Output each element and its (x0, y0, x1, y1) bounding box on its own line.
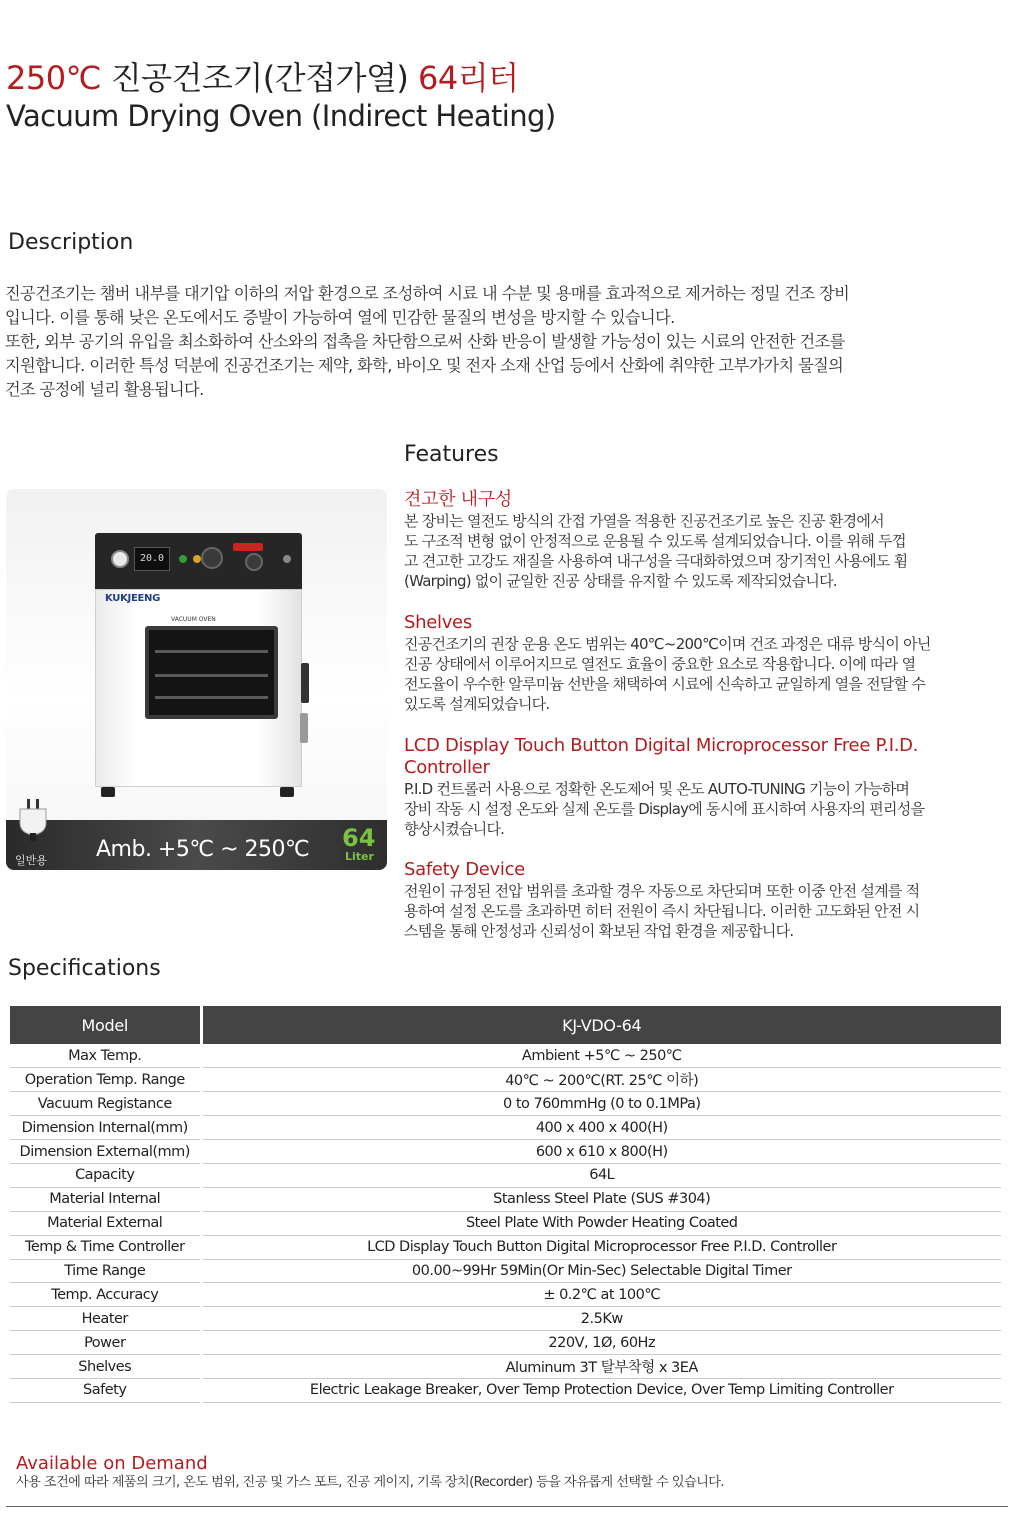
description-line: 지원합니다. 이러한 특성 덕분에 진공건조기는 제약, 화학, 바이오 및 전자 소재 산업 등에서 산화에 취약한 고부가가치 물질의 (5, 356, 844, 375)
screw-icon (283, 555, 291, 563)
spec-value: Electric Leakage Breaker, Over Temp Protection Device, Over Temp Limiting Controller (201, 1378, 1001, 1402)
spec-value: 0 to 760mmHg (0 to 0.1MPa) (201, 1092, 1001, 1116)
capacity-unit: Liter (345, 850, 374, 863)
bottom-divider (6, 1506, 1008, 1507)
spec-value: 600 x 610 x 800(H) (201, 1140, 1001, 1164)
feature-line: 향상시켰습니다. (404, 820, 505, 838)
table-row (10, 1116, 1001, 1140)
spec-label: Material Internal (10, 1187, 201, 1211)
table-row (10, 1092, 1001, 1116)
feature-title: Controller (404, 757, 490, 778)
door-latch (300, 713, 308, 743)
feature-line: (Warping) 없이 균일한 진공 상태를 유지할 수 있도록 제작되었습니다. (404, 572, 837, 590)
table-row (10, 1259, 1001, 1283)
table-row (10, 1187, 1001, 1211)
spec-label: Shelves (10, 1355, 201, 1379)
vacuum-gauge-icon (111, 550, 129, 568)
title-capacity: 64리터 (418, 59, 519, 97)
plug-icon (14, 797, 52, 841)
spec-value: Aluminum 3T 탈부착형 x 3EA (201, 1355, 1001, 1379)
indicator-light-icon (193, 555, 201, 563)
spec-value: 220V, 1Ø, 60Hz (201, 1331, 1001, 1355)
feature-line: 전도율이 우수한 알루미늄 선반을 채택하여 시료에 신속하고 균일하게 열을 전달할 수 (404, 675, 926, 693)
spec-value: ± 0.2℃ at 100℃ (201, 1283, 1001, 1307)
description-line: 건조 공정에 널리 활용됩니다. (5, 380, 204, 399)
table-row (10, 1307, 1001, 1331)
product-image (6, 489, 387, 870)
description-line: 입니다. 이를 통해 낮은 온도에서도 증발이 가능하여 열에 민감한 물질의 변성을 방지할 수 있습니다. (5, 308, 675, 327)
specifications-table (10, 1006, 1001, 1403)
valve-knob-icon (245, 553, 263, 571)
feature-controller (404, 735, 1008, 839)
feature-line: 스템을 통해 안정성과 신뢰성이 확보된 작업 환경을 제공합니다. (404, 922, 794, 940)
spec-label: Power (10, 1331, 201, 1355)
feature-shelves (404, 612, 1008, 714)
control-panel (95, 533, 302, 589)
table-row (10, 1331, 1001, 1355)
indicator-light-icon (179, 555, 187, 563)
feature-line: 진공 상태에서 이루어지므로 열전도 효율이 중요한 요소로 작용합니다. 이에 따라 열 (404, 655, 916, 673)
model-header: Model (10, 1006, 201, 1044)
table-row (10, 1235, 1001, 1259)
table-header-row (10, 1006, 1001, 1044)
table-row (10, 1163, 1001, 1187)
oven-illustration (95, 533, 302, 798)
spec-label: Vacuum Registance (10, 1092, 201, 1116)
feature-line: 장비 작동 시 설정 온도와 실제 온도를 Display에 동시에 표시하여 사용자의 편리성을 (404, 800, 925, 818)
page-title-english: Vacuum Drying Oven (Indirect Heating) (6, 99, 556, 133)
brand-logo: KUKJEENG (105, 593, 161, 604)
feature-line: 용하여 설정 온도를 초과하면 히터 전원이 즉시 차단됩니다. 이러한 고도화된 안전 시 (404, 902, 920, 920)
spec-value: 40℃ ~ 200℃(RT. 25℃ 이하) (201, 1068, 1001, 1092)
spec-label: Time Range (10, 1259, 201, 1283)
table-row (10, 1211, 1001, 1235)
feature-line: 도 구조적 변형 없이 안정적으로 운용될 수 있도록 설계되었습니다. 이를 위해 두껍 (404, 532, 906, 550)
features-heading: Features (404, 442, 499, 467)
shelf (155, 696, 268, 699)
page-title-korean (6, 58, 519, 98)
description-heading: Description (8, 230, 134, 255)
spec-value: 00.00~99Hr 59Min(Or Min-Sec) Selectable Digital Timer (201, 1259, 1001, 1283)
table-row (10, 1283, 1001, 1307)
shelf (155, 650, 268, 653)
spec-value: LCD Display Touch Button Digital Microprocessor Free P.I.D. Controller (201, 1235, 1001, 1259)
available-on-demand-title: Available on Demand (16, 1453, 208, 1474)
spec-label: Material External (10, 1211, 201, 1235)
oven-window (145, 626, 278, 719)
spec-label: Dimension Internal(mm) (10, 1116, 201, 1140)
spec-label: Temp & Time Controller (10, 1235, 201, 1259)
oven-foot (280, 787, 294, 797)
table-row (10, 1140, 1001, 1164)
table-row (10, 1044, 1001, 1068)
feature-line: P.I.D 컨트롤러 사용으로 정확한 온도제어 및 온도 AUTO-TUNING 기능이 가능하며 (404, 780, 910, 798)
spec-value: Stanless Steel Plate (SUS #304) (201, 1187, 1001, 1211)
capacity-number: 64 (342, 824, 376, 852)
model-value-header: KJ-VDO-64 (201, 1006, 1001, 1044)
spec-label: Capacity (10, 1163, 201, 1187)
feature-durability (404, 489, 1008, 591)
panel-badge (233, 543, 263, 551)
spec-value: Steel Plate With Powder Heating Coated (201, 1211, 1001, 1235)
spec-label: Temp. Accuracy (10, 1283, 201, 1307)
spec-label: Max Temp. (10, 1044, 201, 1068)
shelf (155, 674, 268, 677)
valve-knob-icon (201, 547, 223, 569)
feature-line: 고 견고한 고강도 재질을 사용하여 내구성을 극대화하였으며 장기적인 사용에도 휨 (404, 552, 908, 570)
spec-label: Dimension External(mm) (10, 1140, 201, 1164)
feature-line: 진공건조기의 권장 운용 온도 범위는 40℃~200℃이며 건조 과정은 대류 방식이 아닌 (404, 635, 931, 653)
spec-label: Heater (10, 1307, 201, 1331)
spec-value: 400 x 400 x 400(H) (201, 1116, 1001, 1140)
door-label: VACUUM OVEN (171, 616, 216, 623)
lcd-display: 20.0 (134, 547, 170, 571)
feature-line: 있도록 설계되었습니다. (404, 695, 550, 713)
spec-value: 2.5Kw (201, 1307, 1001, 1331)
spec-value: 64L (201, 1163, 1001, 1187)
spec-label: Safety (10, 1378, 201, 1402)
available-on-demand-text: 사용 조건에 따라 제품의 크기, 온도 범위, 진공 및 가스 포트, 진공 게이지, 기록 장치(Recorder) 등을 자유롭게 선택할 수 있습니다. (16, 1475, 724, 1490)
spec-value: Ambient +5℃ ~ 250℃ (201, 1044, 1001, 1068)
general-use-label: 일반용 (15, 854, 47, 867)
feature-title: Shelves (404, 612, 472, 633)
temperature-range-label: Amb. +5℃ ~ 250℃ (96, 837, 310, 862)
spec-label: Operation Temp. Range (10, 1068, 201, 1092)
description-text (5, 282, 1007, 402)
table-row (10, 1355, 1001, 1379)
title-product-name: 진공건조기(간접가열) (110, 59, 409, 97)
table-row (10, 1378, 1001, 1402)
feature-line: 전원이 규정된 전압 범위를 초과할 경우 자동으로 차단되며 또한 이중 안전 설계를 적 (404, 882, 920, 900)
title-temp: 250℃ (6, 59, 102, 97)
feature-safety (404, 859, 1008, 941)
description-line: 진공건조기는 챔버 내부를 대기압 이하의 저압 환경으로 조성하여 시료 내 수분 및 용매를 효과적으로 제거하는 정밀 건조 장비 (5, 284, 850, 303)
feature-title: 견고한 내구성 (404, 489, 512, 510)
description-line: 또한, 외부 공기의 유입을 최소화하여 산소와의 접촉을 차단함으로써 산화 반응이 발생할 가능성이 있는 시료의 안전한 건조를 (5, 332, 845, 351)
table-row (10, 1068, 1001, 1092)
feature-title: LCD Display Touch Button Digital Microprocessor Free P.I.D. (404, 735, 919, 756)
door-handle (301, 663, 309, 703)
feature-line: 본 장비는 열전도 방식의 간접 가열을 적용한 진공건조기로 높은 진공 환경에서 (404, 512, 884, 530)
specifications-heading: Specifications (8, 956, 161, 981)
feature-title: Safety Device (404, 859, 525, 880)
oven-foot (101, 787, 115, 797)
